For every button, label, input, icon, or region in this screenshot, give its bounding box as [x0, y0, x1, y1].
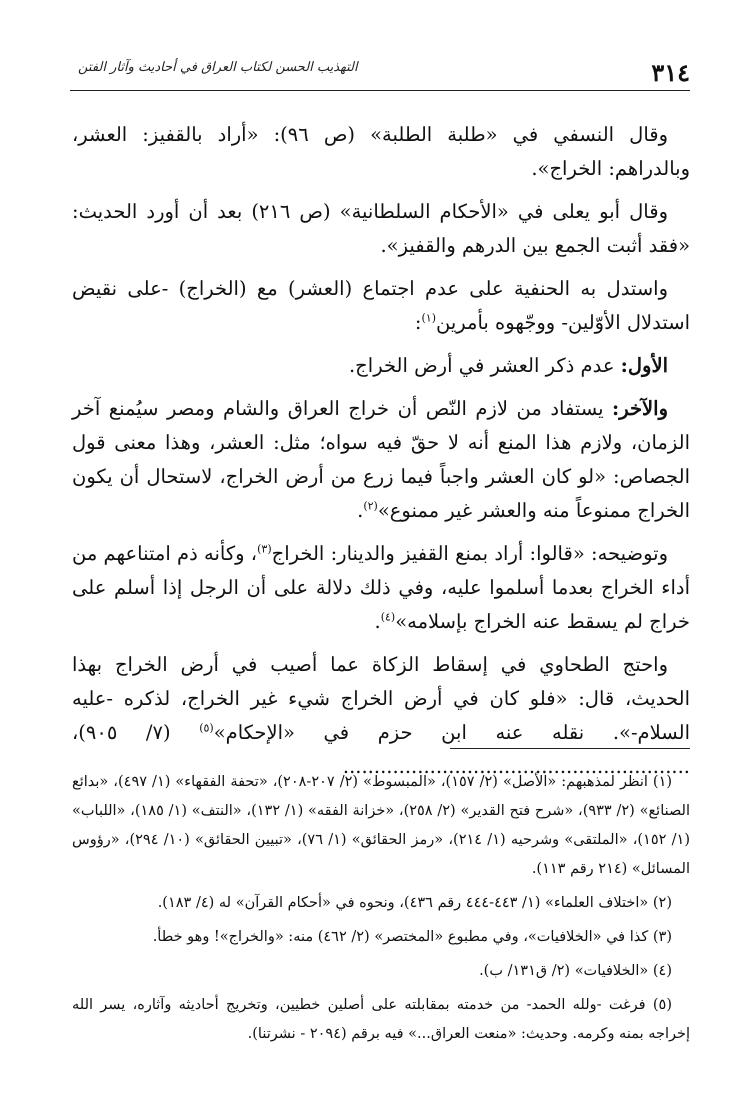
- paragraph: [72, 118, 690, 186]
- paragraph: [72, 349, 690, 383]
- footnote-ref[interactable]: (١): [421, 311, 436, 325]
- paragraph: [72, 195, 690, 263]
- footnote: (٤) «الخلافيات» (٢/ ق١٣١/ ب).: [479, 963, 672, 979]
- page-number: ٣١٤: [651, 58, 690, 87]
- paragraph-text: (٧/ ٩٠٥)، ........................................................: [72, 721, 690, 778]
- paragraph: [72, 392, 690, 528]
- paragraph-text: .: [357, 499, 364, 522]
- footnote-separator: [450, 748, 690, 749]
- paragraph-text: واحتج الطحاوي في إسقاط الزكاة عما أصيب في أرض الخراج بهذا الحديث، قال: «فلو كان في أرض الخراج شيء غير الخراج، لذكره -عليه السلام-». نقله عنه ابن حزم في «الإحكام»: [72, 653, 690, 744]
- footnote: (٥) فرغت -ولله الحمد- من خدمته بمقابلته على أصلين خطيين، وتخريج أحاديثه وآثاره، يسر الله إخراجه بمنه وكرمه. وحديث: «منعت العراق...» فيه برقم (٢٠٩٤ - نشرتنا).: [72, 997, 690, 1042]
- lead-term: والآخر:: [612, 397, 668, 420]
- main-text: [72, 118, 690, 793]
- footnote-ref[interactable]: (٥): [199, 721, 214, 735]
- footnote-ref[interactable]: (٢): [363, 499, 378, 513]
- paragraph-text: يستفاد من لازم النّص أن خراج العراق والشام ومصر سيُمنع آخر الزمان، ولازم هذا المنع أنه لا حقّ فيه سواه؛ مثل: العشر، وهذا معنى قول الجصاص: «لو كان العشر واجباً فيما زرع من أرض الخراج، لاستحال أن يكون الخراج ممنوعاً منه والعشر غير ممنوع»: [72, 397, 690, 522]
- running-title: التهذيب الحسن لكتاب العراق في أحاديث وآثار الفتن: [78, 60, 358, 75]
- footnote: (١) انظر لمذهبهم: «الأصل» (٢/ ١٥٧)، «المبسوط» (٢/ ٢٠٧-٢٠٨)، «تحفة الفقهاء» (١/ ٤٩٧)، «بدائع الصنائع» (٢/ ٩٣٣)، «شرح فتح القدير» (٢/ ٢٥٨)، «خزانة الفقه» (١/ ١٣٢)، «النتف» (١/ ١٨٥)، «اللباب» (١/ ١٥٢)، «الملتقى» وشرحيه (١/ ٢١٤)، «رمز الحقائق» (١/ ٧٦)، «تبيين الحقائق» (١٠/ ٢٩٤)، «رؤوس المسائل» (٢١٤ رقم ١١٣).: [72, 774, 691, 877]
- paragraph: [72, 537, 690, 639]
- footnote-ref[interactable]: (٤): [380, 610, 396, 624]
- footnote-ref[interactable]: (٣): [257, 542, 272, 556]
- paragraph-text: واستدل به الحنفية على عدم اجتماع (العشر) مع (الخراج) -على نقيض استدلال الأوّلين- ووجّهوه بأمرين: [72, 277, 690, 334]
- paragraph-text: وقال النسفي في «طلبة الطلبة» (ص ٩٦): «أراد بالقفيز: العشر، وبالدراهم: الخراج».: [72, 123, 690, 180]
- paragraph-text: عدم ذكر العشر في أرض الخراج.: [348, 354, 621, 377]
- lead-term: الأول:: [620, 354, 668, 377]
- paragraph-text: ، وكأنه ذم امتناعهم من أداء الخراج بعدما أسلموا عليه، وفي ذلك دلالة على أن الرجل إذا أسلم على خراج لم يسقط عنه الخراج بإسلامه»: [72, 542, 690, 633]
- paragraph-text: .: [374, 610, 381, 633]
- paragraph: [72, 648, 690, 784]
- paragraph-text: وقال أبو يعلى في «الأحكام السلطانية» (ص ٢١٦) بعد أن أورد الحديث: «فقد أثبت الجمع بين الدرهم والقفيز».: [72, 200, 690, 257]
- page-header: [70, 56, 690, 91]
- paragraph: [72, 272, 690, 340]
- paragraph-text: وتوضيحه: «قالوا: أراد بمنع القفيز والدينار: الخراج: [271, 542, 668, 565]
- footnotes: [72, 768, 690, 1054]
- footnote: (٢) «اختلاف العلماء» (١/ ٤٤٣-٤٤٤ رقم ٤٣٦)، ونحوه في «أحكام القرآن» له (٤/ ١٨٣).: [157, 895, 672, 911]
- footnote: (٣) كذا في «الخلافيات»، وفي مطبوع «المختصر» (٢/ ٤٦٢) منه: «والخراج»! وهو خطأ.: [152, 929, 672, 945]
- paragraph-text: :: [414, 311, 422, 334]
